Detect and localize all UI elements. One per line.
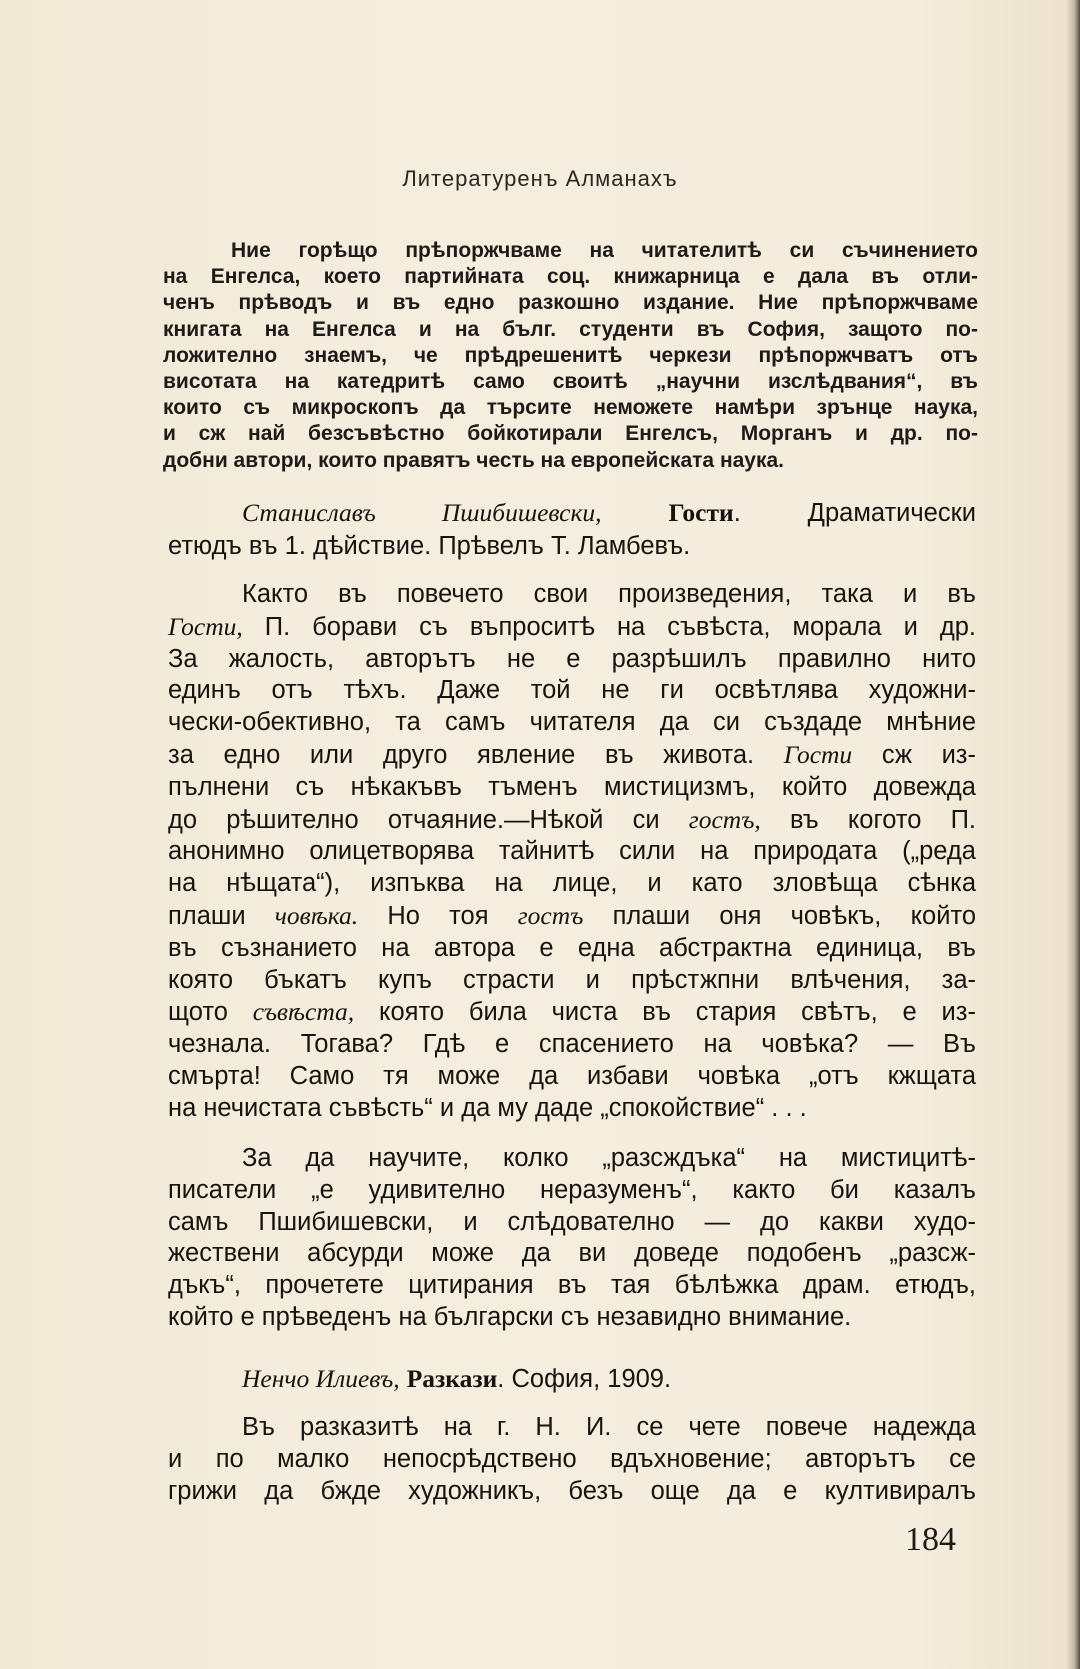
review-description-line: етюдъ въ 1. дѣйствие. Прѣвелъ Т. Ламбевъ.: [168, 531, 691, 560]
review-paragraph-2: [168, 1143, 976, 1334]
notice-line: висотата на катедритѣ само своитѣ „научни изслѣдвания“, въ: [163, 370, 978, 394]
text-span: която била чиста въ стария свѣтъ, е из-: [354, 998, 976, 1027]
publisher-notice: [163, 238, 978, 474]
notice-line: ложително знаемъ, че прѣдрешенитѣ черкези прѣпоржчватъ отъ: [163, 343, 978, 367]
review-heading-line: [168, 1363, 976, 1396]
review-author: Станиславъ Пшибишевски,: [242, 498, 602, 527]
italic-text: гостъ,: [688, 804, 761, 834]
page-edge-shadow: [1066, 0, 1080, 1669]
running-header: Литературенъ Алманахъ: [402, 166, 678, 191]
paragraph-line: грижи да бжде художникъ, безъ още да е култивиралъ: [168, 1476, 976, 1505]
notice-line: Ние горѣщо прѣпоржчваме на читателитѣ си съчинението: [231, 239, 978, 262]
review-title: Гости: [668, 498, 734, 527]
paragraph-line: За жалость, авторътъ не е разрѣшилъ правилно нито: [168, 644, 976, 673]
notice-line: книгата на Енгелса и на бълг. студенти въ София, защото по-: [163, 317, 978, 341]
italic-text: съвѣста,: [252, 997, 355, 1027]
paragraph-line: която бъкатъ купъ страсти и прѣстжпни влѣчения, за-: [168, 965, 976, 994]
paragraph-line: [168, 611, 976, 644]
paragraph-line: Въ разказитѣ на г. Н. И. се чете повече надежда: [242, 1413, 976, 1441]
notice-line: ченъ прѣводъ и въ едно разкошно издание. Ние прѣпоржчваме: [163, 291, 978, 315]
paragraph-line: писатели „е удивително неразуменъ“, както би казалъ: [168, 1175, 976, 1204]
review-description: . Драматически: [733, 499, 977, 527]
paragraph-line: Както въ повечето свои произведения, така и въ: [242, 580, 976, 608]
text-span: П. борави съ въпроситѣ на съвѣста, морала и др.: [242, 612, 976, 641]
text-span: до рѣшително отчаяние.—Нѣкой си: [168, 805, 689, 834]
text-span: за едно или друго явление въ живота.: [168, 740, 784, 769]
paragraph-line: единъ отъ тѣхъ. Даже той не ги освѣтлява художни-: [168, 676, 976, 705]
review-entry-stories: [168, 1363, 976, 1396]
paragraph-line: на нѣщата“), изпъква на лице, и като зловѣща сѣнка: [168, 869, 976, 898]
text-span: Но тоя: [358, 901, 518, 930]
paragraph-line: чезнала. Тогава? Гдѣ е спасението на човѣка? — Въ: [168, 1030, 976, 1059]
paragraph-line: който е прѣведенъ на български съ незавидно внимание.: [168, 1302, 852, 1331]
text-span: сж из-: [852, 740, 976, 769]
notice-line: и сж най безсъвѣстно бойкотирали Енгелсъ, Морганъ и др. по-: [163, 422, 978, 446]
italic-text: гостъ: [517, 900, 584, 930]
paragraph-line: жествени абсурди може да ви доведе подобенъ „разсж-: [168, 1239, 976, 1268]
review-title: Разкази: [406, 1364, 498, 1393]
notice-line: на Енгелса, което партийната соц. книжарница е дала въ отли-: [163, 265, 978, 289]
notice-line: добни автори, които правятъ честь на европейската наука.: [163, 448, 785, 472]
paragraph-line: самъ Пшибишевски, и слѣдователно — до какви худо-: [168, 1207, 976, 1236]
review-paragraph-1: [168, 579, 976, 1125]
paragraph-line: пълнени съ нѣкакъвъ тъменъ мистицизмъ, който довежда: [168, 772, 976, 801]
paragraph-line: чески-обективно, та самъ читателя да си създаде мнѣние: [168, 708, 976, 737]
text-span: плаши оня човѣкъ, който: [583, 901, 977, 930]
italic-text: човѣка.: [274, 900, 359, 930]
text-span: плаши: [168, 901, 275, 930]
paragraph-line: [168, 996, 976, 1029]
italic-text: Гости,: [168, 611, 243, 641]
paragraph-line: въ съзнанието на автора е една абстрактна единица, въ: [168, 933, 976, 962]
paragraph-line: [168, 900, 976, 933]
paragraph-line: и по малко непосрѣдствено вдъхновение; авторътъ се: [168, 1444, 976, 1473]
paragraph-line: [168, 804, 976, 837]
paragraph-line: [168, 739, 976, 772]
review-description: . София, 1909.: [497, 1365, 672, 1393]
paragraph-line: дъкъ“, прочетете цитирания въ тая бѣлѣжка драм. етюдъ,: [168, 1271, 976, 1300]
review-entry-guests: [168, 497, 976, 562]
review-paragraph-3: [168, 1412, 976, 1507]
text-span: щото: [168, 998, 253, 1027]
paragraph-line: смъртa! Само тя може да избави човѣка „отъ кжщата: [168, 1061, 976, 1090]
paragraph-line: анонимно олицетворява тайнитѣ сили на природата („реда: [168, 837, 976, 866]
review-author: Нeнчо Илиевъ,: [242, 1364, 400, 1393]
paragraph-line: За да научите, колко „разсждъка“ на мистицитѣ-: [242, 1144, 976, 1172]
page-number: 184: [905, 1521, 956, 1558]
text-span: въ когото П.: [760, 805, 976, 834]
notice-line: които съ микроскопъ да търсите неможете намѣри зрънце наука,: [163, 396, 978, 420]
italic-text: Гости: [783, 739, 853, 769]
paragraph-line: на нечистата съвѣсть“ и да му даде „спокойствие“ . . .: [168, 1093, 807, 1122]
review-heading-line: [168, 497, 976, 530]
